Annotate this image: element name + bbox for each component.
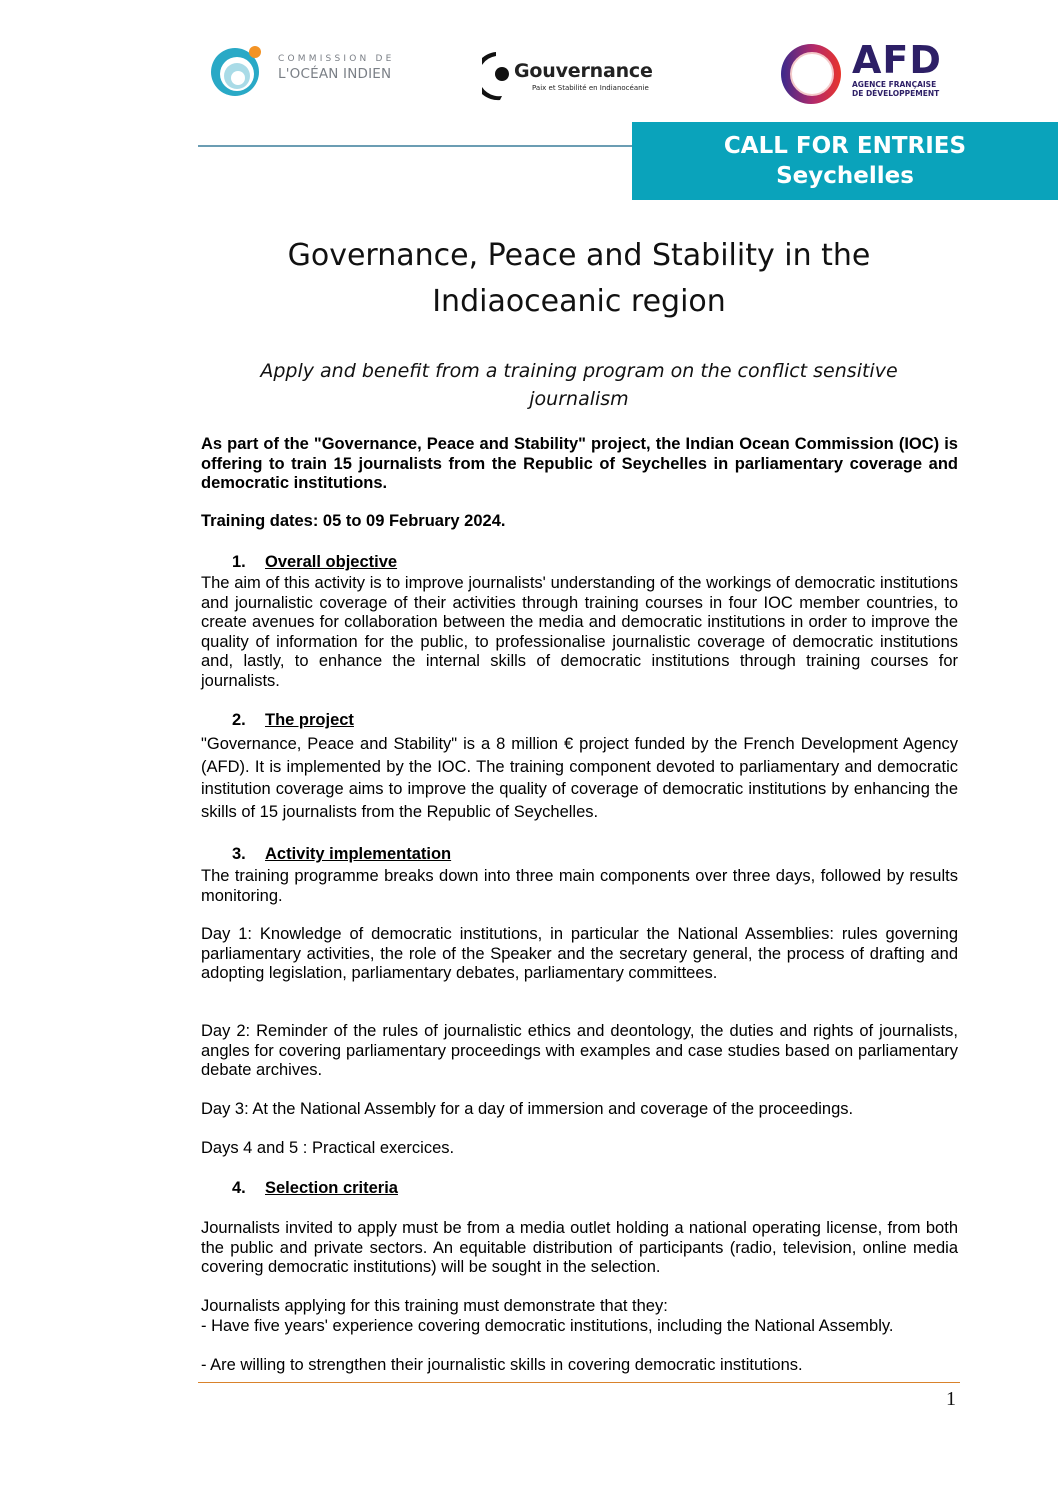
afd-logo-line1: AFD bbox=[852, 38, 942, 82]
title-line2: Indiaoceanic region bbox=[432, 284, 726, 319]
banner-line2: Seychelles bbox=[776, 163, 914, 189]
day-2-paragraph: Day 2: Reminder of the rules of journalistic ethics and deontology, the duties and rights of journalists, angles for covering parliamentary proceedings with examples and case studies based on parliamentary debate archives. bbox=[201, 1022, 958, 1079]
section-paragraph: "Governance, Peace and Stability" is a 8 million € project funded by the French Development Agency (AFD). It is implemented by the IOC. The training component devoted to parliamentary and democratic institution coverage aims to improve the quality of coverage of democratic institutions by enhancing the skills of 15 journalists from the Republic of Seychelles. bbox=[201, 735, 958, 821]
coi-logo bbox=[208, 40, 408, 102]
section-title: Overall objective bbox=[265, 553, 398, 571]
gouvernance-logo bbox=[482, 50, 652, 105]
gouvernance-logo-icon bbox=[482, 50, 514, 102]
section-heading-selection-criteria bbox=[232, 1178, 398, 1198]
title-line1: Governance, Peace and Stability in the bbox=[287, 238, 871, 273]
document-subtitle bbox=[200, 357, 958, 413]
coi-logo-line1: COMMISSION DE bbox=[278, 54, 395, 64]
intro-paragraph: As part of the "Governance, Peace and Stability" project, the Indian Ocean Commission (IOC) is offering to train 15 journalists from the Republic of Seychelles in parliamentary coverage and democratic institutions. bbox=[201, 435, 958, 492]
day-1-paragraph: Day 1: Knowledge of democratic institutions, in particular the National Assemblies: rules governing parliamentary activities, the role of the Speaker and the secretary general, the process of drafting and adopting legislation, parliamentary debates, parliamentary committees. bbox=[201, 925, 958, 982]
training-dates: Training dates: 05 to 09 February 2024. bbox=[201, 512, 506, 530]
afd-logo-line2: AGENCE FRANÇAISE bbox=[852, 80, 937, 89]
days-4-5-paragraph: Days 4 and 5 : Practical exercices. bbox=[201, 1139, 455, 1157]
gouvernance-logo-line2: Paix et Stabilité en Indianocéanie bbox=[532, 84, 649, 92]
section-number: 3. bbox=[232, 845, 246, 863]
section-heading-overall-objective bbox=[232, 552, 397, 572]
coi-logo-icon bbox=[208, 40, 266, 98]
subtitle-line1: Apply and benefit from a training program on the conflict sensitive bbox=[260, 360, 898, 382]
page-number: 1 bbox=[946, 1388, 956, 1410]
afd-logo bbox=[776, 38, 956, 108]
section-paragraph: The aim of this activity is to improve journalists' understanding of the workings of democratic institutions and journalistic coverage of their activities through training courses in four IOC member countries, to create avenues for collaboration between the media and democratic institutions in order to improve the quality of information for the public, to professionalise journalistic coverage of democratic institutions and, lastly, to enhance the internal skills of democratic institutions through training courses for journalists. bbox=[201, 574, 958, 690]
section-number: 4. bbox=[232, 1179, 246, 1197]
afd-logo-icon bbox=[776, 38, 846, 108]
section-title: Activity implementation bbox=[265, 845, 452, 863]
criteria-list-item: - Are willing to strengthen their journalistic skills in covering democratic institutions. bbox=[201, 1356, 803, 1374]
section-title: Selection criteria bbox=[265, 1179, 398, 1197]
document-title bbox=[200, 233, 958, 325]
section-heading-activity-implementation bbox=[232, 844, 451, 864]
header-divider bbox=[198, 145, 634, 147]
section-number: 2. bbox=[232, 711, 246, 729]
call-for-entries-banner bbox=[632, 122, 1058, 200]
footer-divider bbox=[198, 1382, 960, 1383]
section-paragraph: The training programme breaks down into three main components over three days, followed by results monitoring. bbox=[201, 867, 958, 905]
section-paragraph: Journalists invited to apply must be from a media outlet holding a national operating license, from both the public and private sectors. An equitable distribution of participants (radio, television, online media covering democratic institutions) will be sought in the selection. bbox=[201, 1219, 958, 1276]
section-heading-the-project bbox=[232, 710, 354, 730]
section-title: The project bbox=[265, 711, 354, 729]
section-number: 1. bbox=[232, 553, 246, 571]
coi-logo-line2: L'OCÉAN INDIEN bbox=[278, 66, 392, 82]
banner-line1: CALL FOR ENTRIES bbox=[723, 133, 967, 159]
section-paragraph: Journalists applying for this training must demonstrate that they: bbox=[201, 1297, 668, 1315]
gouvernance-logo-line1: Gouvernance bbox=[514, 60, 653, 82]
afd-logo-line3: DE DÉVELOPPEMENT bbox=[852, 89, 940, 98]
subtitle-line2: journalism bbox=[529, 388, 629, 410]
criteria-list-item: - Have five years' experience covering democratic institutions, including the National Assembly. bbox=[201, 1317, 894, 1335]
day-3-paragraph: Day 3: At the National Assembly for a day of immersion and coverage of the proceedings. bbox=[201, 1100, 854, 1118]
